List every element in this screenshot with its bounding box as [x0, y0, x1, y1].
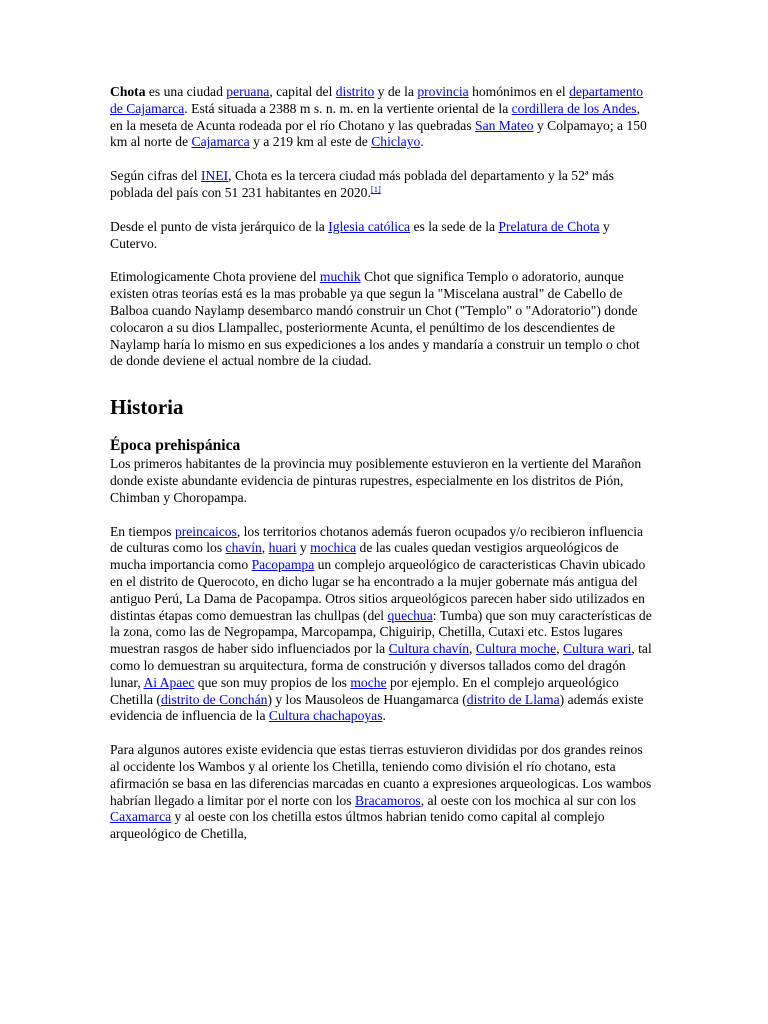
- paragraph-text: , en la meseta de Acunta rodeada por el río Chotano y las quebradas: [110, 100, 640, 133]
- history-section: [110, 456, 655, 843]
- link-iglesia-catolica[interactable]: Iglesia católica: [328, 218, 411, 234]
- paragraph-text: que son muy propios de los: [194, 674, 351, 690]
- link-cajamarca[interactable]: Cajamarca: [191, 134, 250, 150]
- paragraph: [110, 742, 655, 843]
- paragraph-text: un complejo arqueológico de caracteristicas Chavin ubicado en el distrito de Querocoto, en dicho lugar se ha encontrado a la mujer gobernate más antigua del antiguo Perú, La Dama de Pacopampa. Otros sitios arqueológicos parecen haber sido utilizados en distintas étapas como demuestran las chullpas (del: [110, 557, 646, 623]
- link-caxamarca[interactable]: Caxamarca: [110, 809, 172, 825]
- link-prelatura-de-chota[interactable]: Prelatura de Chota: [498, 218, 600, 234]
- paragraph-text: . Está situada a 2388 m s. n. m. en la vertiente oriental de la: [184, 100, 512, 116]
- paragraph: [110, 219, 655, 253]
- paragraph-text: y al oeste con los chetilla estos últmos habrian tenido como capital al complejo arqueológico de Chetilla,: [110, 809, 605, 842]
- paragraph-text: Los primeros habitantes de la provincia muy posiblemente estuvieron en la vertiente del Marañon donde existe abundante evidencia de pinturas rupestres, especialmente en los distritos de Pión, Chimban y Choropampa.: [110, 456, 642, 505]
- paragraph-text: y a 219 km al este de: [249, 134, 372, 150]
- paragraph-text: Según cifras del: [110, 168, 201, 184]
- link-bracamoros[interactable]: Bracamoros: [355, 792, 421, 808]
- paragraph-text: es la sede de la: [410, 218, 499, 234]
- paragraph: [110, 168, 655, 202]
- paragraph-text: por ejemplo. En el complejo arqueológico Chetilla (: [110, 674, 619, 707]
- link-distrito-de-conchan[interactable]: distrito de Conchán: [160, 691, 268, 707]
- paragraph-text: , los territorios chotanos además fueron ocupados y/o recibieron influencia de culturas como los: [110, 523, 644, 556]
- paragraph-text: ) y los Mausoleos de Huangamarca (: [267, 691, 467, 707]
- paragraph-text: y de la: [374, 84, 418, 99]
- paragraph-text: es una ciudad: [145, 84, 227, 99]
- link-cultura-wari[interactable]: Cultura wari: [563, 641, 632, 657]
- paragraph-text: Etimologicamente Chota proviene del: [110, 269, 320, 285]
- paragraph-text: ) además existe evidencia de influencia de la: [110, 691, 644, 724]
- link-preincaicos[interactable]: preincaicos: [174, 523, 237, 539]
- link-distrito-de-llama[interactable]: distrito de Llama: [466, 691, 560, 707]
- intro-section: [110, 84, 655, 370]
- link-distrito[interactable]: distrito: [335, 84, 375, 99]
- link-pacopampa[interactable]: Pacopampa: [251, 557, 315, 573]
- paragraph: [110, 269, 655, 370]
- link-departamento-de-cajamarca[interactable]: departamento de Cajamarca: [110, 84, 644, 116]
- paragraph: [110, 84, 655, 151]
- paragraph-text: .: [420, 134, 424, 150]
- paragraph-text: ,: [556, 641, 564, 657]
- link-provincia[interactable]: provincia: [417, 84, 469, 99]
- paragraph-text: y Cutervo.: [110, 218, 610, 251]
- link-cordillera-de-los-andes[interactable]: cordillera de los Andes: [511, 100, 637, 116]
- paragraph-text: Para algunos autores existe evidencia que estas tierras estuvieron divididas por dos grandes reinos al occidente los Wambos y al oriente los Chetilla, teniendo como división el río chotano, esta afirmación se basa en las diferencias marcadas en cuanto a expresiones arqueologicas. Los wambos habrían llegado a limitar por el norte con los: [110, 742, 652, 808]
- link-peruana[interactable]: peruana: [226, 84, 270, 99]
- link-cultura-chavin[interactable]: Cultura chavín: [388, 641, 470, 657]
- paragraph-text: , al oeste con los mochica al sur con los: [420, 792, 636, 808]
- paragraph-text: Chot que significa Templo o adoratorio, aunque existen otras teorías está es la mas probable ya que segun la "Miscelana austral" de Cabello de Balboa cuando Naylamp desembarco mandó construir un Chot ("Templo" o "Adoratorio") donde colocaron a su dios Llampallec, posteriormente Acunta, el penúltimo de los descendientes de Naylamp haría lo mismo en sus expediciones a los andes y mandaría a construir un templo o chot de donde deviene el actual nombre de la ciudad.: [110, 269, 640, 369]
- link-inei[interactable]: INEI: [200, 168, 229, 184]
- paragraph: [110, 456, 655, 506]
- reference-link[interactable]: [1]: [370, 183, 381, 194]
- paragraph-text: , tal como lo demuestran su arquitectura, forma de construción y diversos tallados como del dragón lunar,: [110, 641, 652, 690]
- subsection-heading-epoca-prehispanica: Época prehispánica: [110, 437, 241, 455]
- link-chiclayo[interactable]: Chiclayo: [371, 134, 421, 150]
- bold-term: Chota: [110, 84, 146, 99]
- link-mochica[interactable]: mochica: [310, 540, 357, 556]
- reference-superscript: [371, 184, 381, 194]
- link-muchik[interactable]: muchik: [319, 269, 361, 285]
- link-quechua[interactable]: quechua: [387, 607, 433, 623]
- article-body: [110, 84, 655, 843]
- paragraph-text: y: [296, 540, 311, 556]
- link-ai-apaec[interactable]: Ai Apaec: [143, 674, 195, 690]
- paragraph-text: , Chota es la tercera ciudad más poblada del departamento y la 52ª más poblada del país con 51 231 habitantes en 2020.: [110, 168, 614, 200]
- paragraph-text: de las cuales quedan vestigios arqueológicos de mucha importancia como: [110, 540, 619, 573]
- link-moche[interactable]: moche: [350, 674, 387, 690]
- link-chavin[interactable]: chavín: [225, 540, 262, 556]
- link-huari[interactable]: huari: [268, 540, 297, 556]
- paragraph-text: homónimos en el: [468, 84, 570, 99]
- paragraph-text: Desde el punto de vista jerárquico de la: [110, 218, 329, 234]
- paragraph-text: : Tumba) que son muy características de la zona, como las de Negropampa, Marcopampa, Chiguirip, Chetilla, Cutaxi etc. Estos lugares muestran rasgos de haber sido influenciados por la: [110, 607, 652, 657]
- paragraph-text: ,: [261, 540, 269, 556]
- section-heading-historia: Historia: [110, 395, 184, 420]
- paragraph-text: ,: [469, 641, 476, 657]
- paragraph-text: En tiempos: [110, 523, 175, 539]
- link-san-mateo[interactable]: San Mateo: [475, 117, 534, 133]
- paragraph-text: y Colpamayo; a 150 km al norte de: [110, 117, 647, 150]
- link-cultura-chachapoyas[interactable]: Cultura chachapoyas: [268, 708, 383, 724]
- paragraph: [110, 524, 655, 726]
- link-cultura-moche[interactable]: Cultura moche: [475, 641, 557, 657]
- paragraph-text: , capital del: [269, 84, 336, 99]
- paragraph-text: .: [382, 708, 386, 724]
